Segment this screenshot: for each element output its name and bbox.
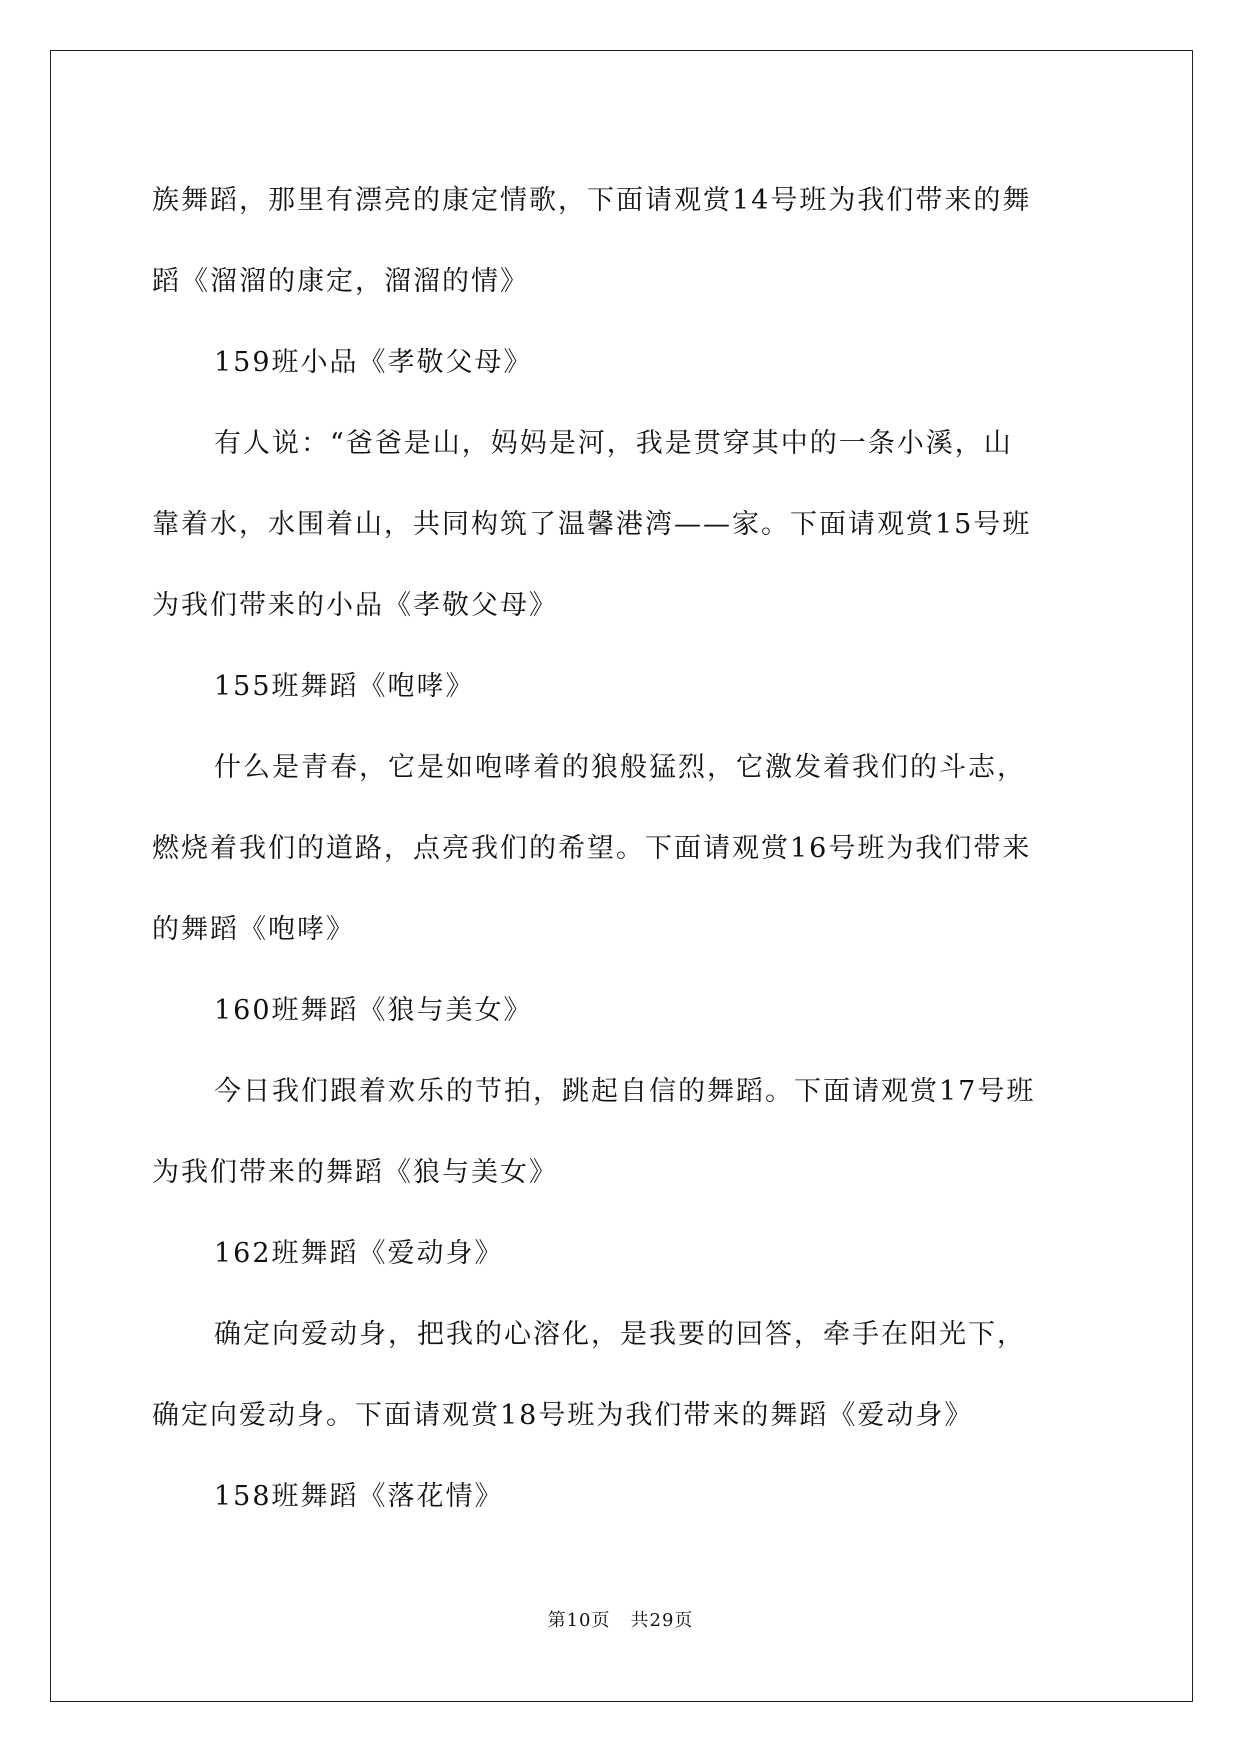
program-title: 159班小品《孝敬父母》: [214, 347, 533, 378]
text-line: 为我们带来的舞蹈《狼与美女》: [152, 1157, 558, 1188]
program-title: 155班舞蹈《咆哮》: [214, 671, 475, 702]
program-title: 160班舞蹈《狼与美女》: [214, 995, 533, 1026]
text-line: 靠着水，水围着山，共同构筑了温馨港湾——家。下面请观赏15号班: [152, 509, 1032, 540]
text-line: 确定向爱动身。下面请观赏18号班为我们带来的舞蹈《爱动身》: [152, 1400, 974, 1431]
program-title: 158班舞蹈《落花情》: [214, 1481, 504, 1512]
text-line: 的舞蹈《咆哮》: [152, 914, 355, 945]
text-line: 今日我们跟着欢乐的节拍，跳起自信的舞蹈。下面请观赏17号班: [214, 1076, 1036, 1107]
page-number: 第10页: [547, 1610, 611, 1631]
text-line: 族舞蹈，那里有漂亮的康定情歌，下面请观赏14号班为我们带来的舞: [152, 185, 1032, 216]
text-line: 什么是青春，它是如咆哮着的狼般猛烈，它激发着我们的斗志，: [214, 752, 1026, 783]
text-line: 燃烧着我们的道路，点亮我们的希望。下面请观赏16号班为我们带来: [152, 833, 1032, 864]
text-line: 为我们带来的小品《孝敬父母》: [152, 590, 558, 621]
text-line: 蹈《溜溜的康定，溜溜的情》: [152, 266, 529, 297]
text-line: 确定向爱动身，把我的心溶化，是我要的回答，牵手在阳光下，: [214, 1319, 1026, 1350]
document-body: [152, 160, 1092, 1537]
page-footer: [0, 1606, 1241, 1632]
text-line: 有人说：“爸爸是山，妈妈是河，我是贯穿其中的一条小溪，山: [214, 428, 1013, 459]
page-total: 共29页: [630, 1610, 694, 1631]
program-title: 162班舞蹈《爱动身》: [214, 1238, 504, 1269]
